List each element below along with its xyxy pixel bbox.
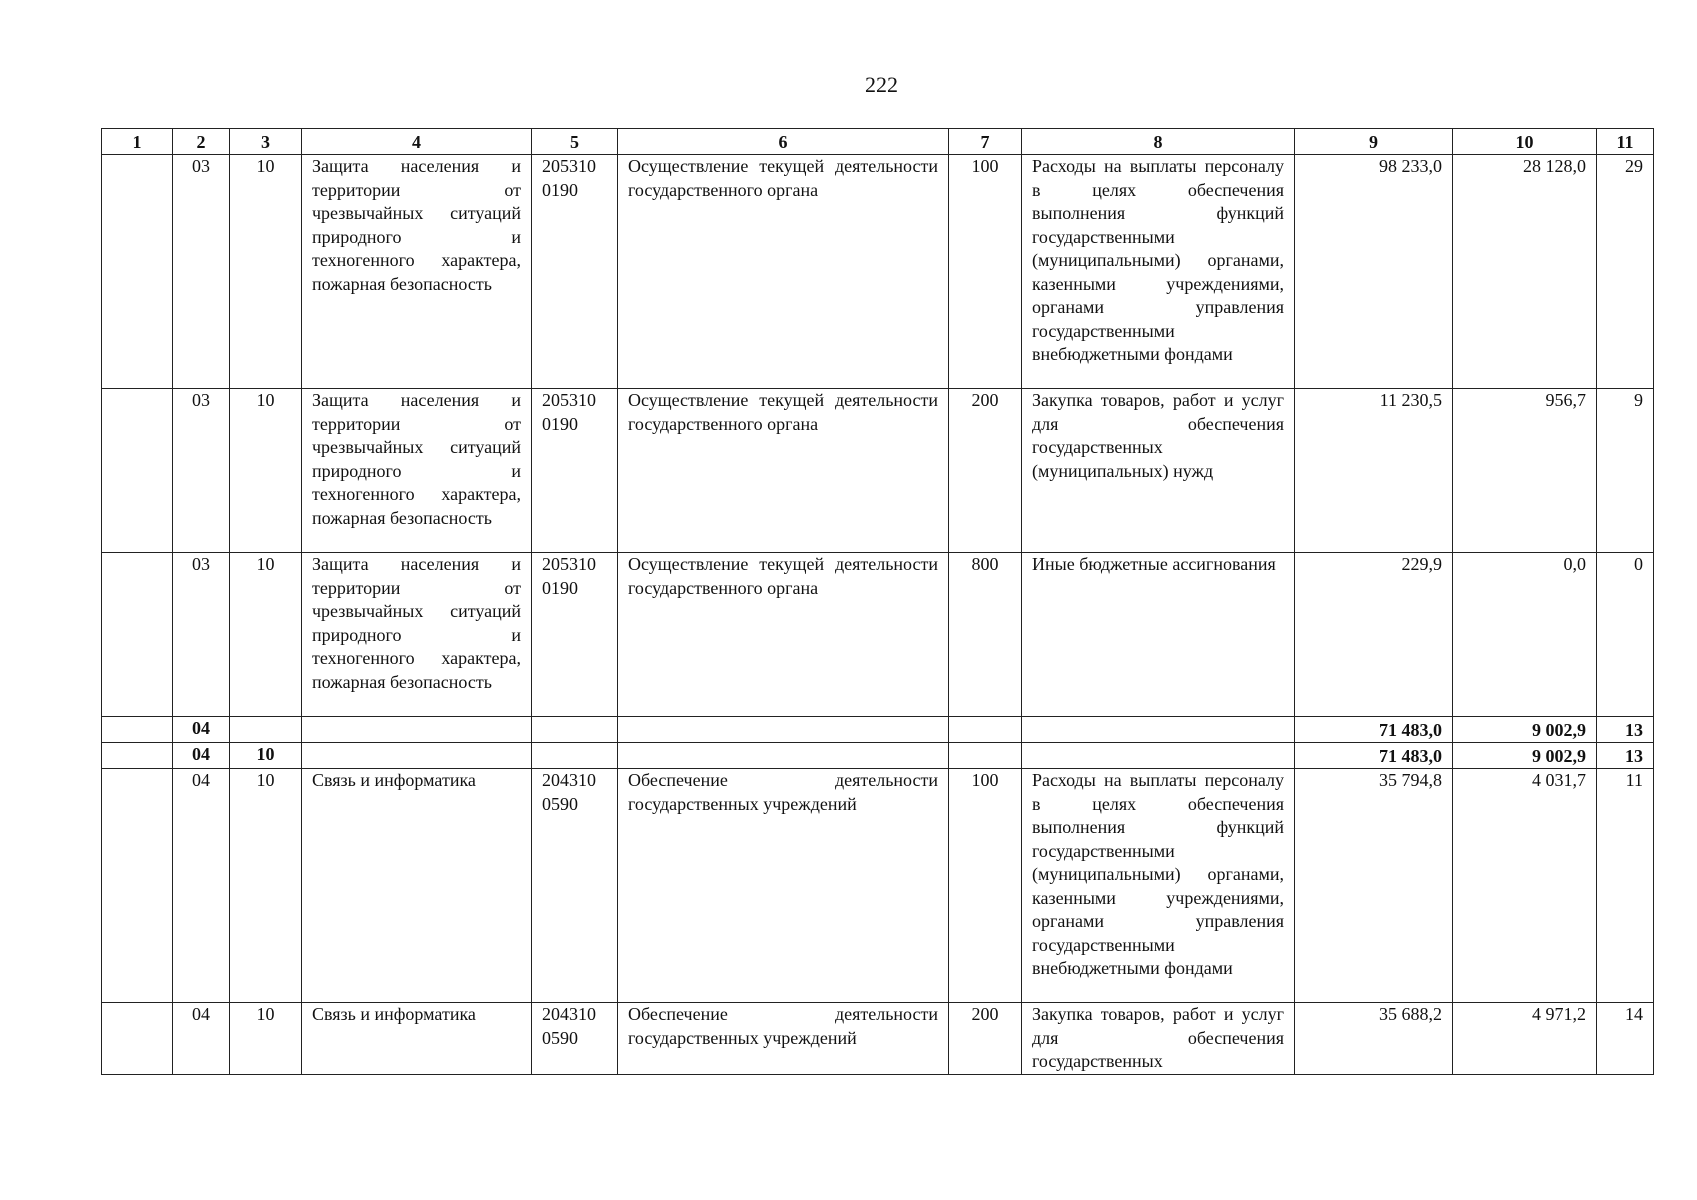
cell-section: 03 [173, 389, 230, 553]
cell-target-code: 205310 0190 [532, 389, 618, 553]
cell-percent: 9 [1597, 389, 1654, 553]
cell-target-name: Обеспечение деятельности государственных учреждений [618, 769, 949, 1003]
table-row [102, 553, 1654, 717]
cell-subsection: 10 [230, 743, 302, 769]
table-row [102, 1003, 1654, 1075]
cell-amount-plan: 71 483,0 [1295, 717, 1453, 743]
cell-subsection: 10 [230, 155, 302, 389]
table-row [102, 389, 1654, 553]
cell-subsection-name: Защита населения и территории от чрезвычайных ситуаций природного и техногенного характера, пожарная безопасность [302, 553, 532, 717]
cell-target-name: Осуществление текущей деятельности государственного органа [618, 389, 949, 553]
cell-col1 [102, 155, 173, 389]
cell-amount-fact: 9 002,9 [1453, 743, 1597, 769]
table-row-total [102, 743, 1654, 769]
cell-amount-fact: 28 128,0 [1453, 155, 1597, 389]
cell-amount-fact: 0,0 [1453, 553, 1597, 717]
cell-section: 04 [173, 769, 230, 1003]
header-cell: 7 [949, 129, 1022, 155]
cell-amount-plan: 11 230,5 [1295, 389, 1453, 553]
cell-amount-fact: 9 002,9 [1453, 717, 1597, 743]
cell-subsection: 10 [230, 1003, 302, 1075]
cell-subsection-name: Защита населения и территории от чрезвычайных ситуаций природного и техногенного характера, пожарная безопасность [302, 389, 532, 553]
cell-subsection-name: Связь и информатика [302, 1003, 532, 1075]
cell-expense-name [1022, 717, 1295, 743]
cell-target-code [532, 743, 618, 769]
header-cell: 6 [618, 129, 949, 155]
cell-percent: 13 [1597, 717, 1654, 743]
cell-percent: 11 [1597, 769, 1654, 1003]
cell-amount-plan: 35 794,8 [1295, 769, 1453, 1003]
cell-expense-name: Расходы на выплаты персоналу в целях обеспечения выполнения функций государственными (муниципальными) органами, казенными учреждениями, органами управления государственными внебюджетными фондами [1022, 769, 1295, 1003]
cell-subsection-name [302, 743, 532, 769]
cell-percent: 14 [1597, 1003, 1654, 1075]
cell-target-code: 205310 0190 [532, 155, 618, 389]
header-cell: 8 [1022, 129, 1295, 155]
cell-expense-name: Закупка товаров, работ и услуг для обеспечения государственных (муниципальных) нужд [1022, 389, 1295, 553]
header-cell: 11 [1597, 129, 1654, 155]
cell-amount-plan: 35 688,2 [1295, 1003, 1453, 1075]
cell-subsection: 10 [230, 389, 302, 553]
table-row [102, 155, 1654, 389]
cell-target-code: 204310 0590 [532, 769, 618, 1003]
cell-expense-type: 800 [949, 553, 1022, 717]
cell-subsection-name [302, 717, 532, 743]
table-row [102, 769, 1654, 1003]
cell-section: 04 [173, 717, 230, 743]
header-cell: 10 [1453, 129, 1597, 155]
cell-expense-type [949, 717, 1022, 743]
cell-amount-plan: 229,9 [1295, 553, 1453, 717]
cell-target-name [618, 717, 949, 743]
page-number: 222 [865, 72, 898, 97]
cell-col1 [102, 1003, 173, 1075]
cell-amount-plan: 71 483,0 [1295, 743, 1453, 769]
header-cell: 5 [532, 129, 618, 155]
cell-expense-type: 200 [949, 1003, 1022, 1075]
table-row-total [102, 717, 1654, 743]
cell-expense-type: 100 [949, 769, 1022, 1003]
cell-col1 [102, 389, 173, 553]
cell-expense-type: 100 [949, 155, 1022, 389]
cell-expense-type [949, 743, 1022, 769]
cell-percent: 0 [1597, 553, 1654, 717]
cell-percent: 13 [1597, 743, 1654, 769]
cell-section: 03 [173, 155, 230, 389]
header-row [102, 129, 1654, 155]
header-cell: 4 [302, 129, 532, 155]
cell-expense-type: 200 [949, 389, 1022, 553]
header-cell: 3 [230, 129, 302, 155]
cell-expense-name: Расходы на выплаты персоналу в целях обеспечения выполнения функций государственными (муниципальными) органами, казенными учреждениями, органами управления государственными внебюджетными фондами [1022, 155, 1295, 389]
cell-target-code: 205310 0190 [532, 553, 618, 717]
cell-subsection-name: Связь и информатика [302, 769, 532, 1003]
header-cell: 2 [173, 129, 230, 155]
cell-expense-name: Иные бюджетные ассигнования [1022, 553, 1295, 717]
cell-target-name: Обеспечение деятельности государственных учреждений [618, 1003, 949, 1075]
cell-amount-fact: 4 971,2 [1453, 1003, 1597, 1075]
cell-col1 [102, 769, 173, 1003]
cell-target-name: Осуществление текущей деятельности государственного органа [618, 553, 949, 717]
cell-target-code [532, 717, 618, 743]
cell-target-code: 204310 0590 [532, 1003, 618, 1075]
cell-percent: 29 [1597, 155, 1654, 389]
cell-section: 04 [173, 1003, 230, 1075]
cell-subsection: 10 [230, 553, 302, 717]
cell-amount-fact: 4 031,7 [1453, 769, 1597, 1003]
cell-subsection [230, 717, 302, 743]
cell-target-name: Осуществление текущей деятельности государственного органа [618, 155, 949, 389]
cell-section: 04 [173, 743, 230, 769]
header-cell: 1 [102, 129, 173, 155]
cell-col1 [102, 743, 173, 769]
cell-amount-plan: 98 233,0 [1295, 155, 1453, 389]
cell-amount-fact: 956,7 [1453, 389, 1597, 553]
cell-col1 [102, 553, 173, 717]
header-cell: 9 [1295, 129, 1453, 155]
cell-expense-name [1022, 743, 1295, 769]
cell-col1 [102, 717, 173, 743]
cell-target-name [618, 743, 949, 769]
budget-table [101, 128, 1654, 1075]
cell-subsection-name: Защита населения и территории от чрезвычайных ситуаций природного и техногенного характера, пожарная безопасность [302, 155, 532, 389]
cell-subsection: 10 [230, 769, 302, 1003]
cell-expense-name: Закупка товаров, работ и услуг для обеспечения государственных [1022, 1003, 1295, 1075]
cell-section: 03 [173, 553, 230, 717]
